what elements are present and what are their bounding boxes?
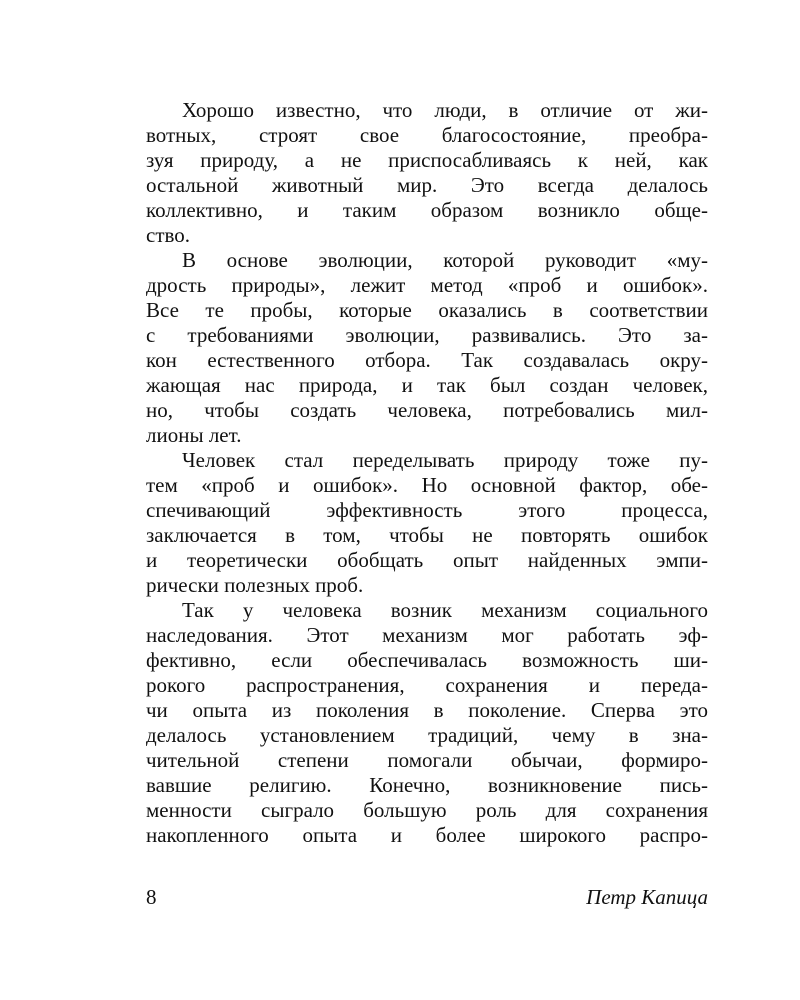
text-line: чительной степени помогали обычаи, формиро- xyxy=(146,748,708,772)
text-line: менности сыграло большую роль для сохранения xyxy=(146,798,708,822)
text-line: заключается в том, чтобы не повторять ошибок xyxy=(146,523,708,547)
running-footer-author: Петр Капица xyxy=(586,885,708,909)
body-text xyxy=(146,98,708,848)
text-line: рически полезных проб. xyxy=(146,573,364,597)
text-line: и теоретически обобщать опыт найденных эмпи- xyxy=(146,548,708,572)
text-line: ство. xyxy=(146,223,191,247)
text-line: вавшие религию. Конечно, возникновение пись- xyxy=(146,773,708,797)
text-line: кон естественного отбора. Так создавалась окру- xyxy=(146,348,708,372)
text-line: спечивающий эффективность этого процесса, xyxy=(146,498,708,522)
text-line: рокого распространения, сохранения и переда- xyxy=(146,673,708,697)
paragraph xyxy=(146,98,708,248)
text-line: наследования. Этот механизм мог работать эф- xyxy=(146,623,708,647)
text-line: остальной животный мир. Это всегда делалось xyxy=(146,173,708,197)
text-line: накопленного опыта и более широкого распро- xyxy=(146,823,708,847)
text-line: вотных, строят свое благосостояние, преобра- xyxy=(146,123,708,147)
text-line: чи опыта из поколения в поколение. Сперва это xyxy=(146,698,708,722)
paragraph xyxy=(146,598,708,848)
text-line: но, чтобы создать человека, потребовались мил- xyxy=(146,398,708,422)
text-line: Хорошо известно, что люди, в отличие от жи- xyxy=(182,98,708,122)
text-line: фективно, если обеспечивалась возможность ши- xyxy=(146,648,708,672)
text-line: делалось установлением традиций, чему в зна- xyxy=(146,723,708,747)
text-line: с требованиями эволюции, развивались. Это за- xyxy=(146,323,708,347)
text-line: Человек стал переделывать природу тоже пу- xyxy=(182,448,708,472)
text-line: лионы лет. xyxy=(146,423,242,447)
text-line: коллективно, и таким образом возникло обще- xyxy=(146,198,708,222)
text-line: дрость природы», лежит метод «проб и ошибок». xyxy=(146,273,708,297)
text-line: Так у человека возник механизм социального xyxy=(182,598,708,622)
text-line: зуя природу, а не приспосабливаясь к ней, как xyxy=(146,148,708,172)
paragraph xyxy=(146,248,708,448)
paragraph xyxy=(146,448,708,598)
text-line: В основе эволюции, которой руководит «му- xyxy=(182,248,708,272)
text-line: Все те пробы, которые оказались в соответствии xyxy=(146,298,708,322)
page-number: 8 xyxy=(146,885,157,909)
text-line: жающая нас природа, и так был создан человек, xyxy=(146,373,708,397)
text-line: тем «проб и ошибок». Но основной фактор, обе- xyxy=(146,473,708,497)
